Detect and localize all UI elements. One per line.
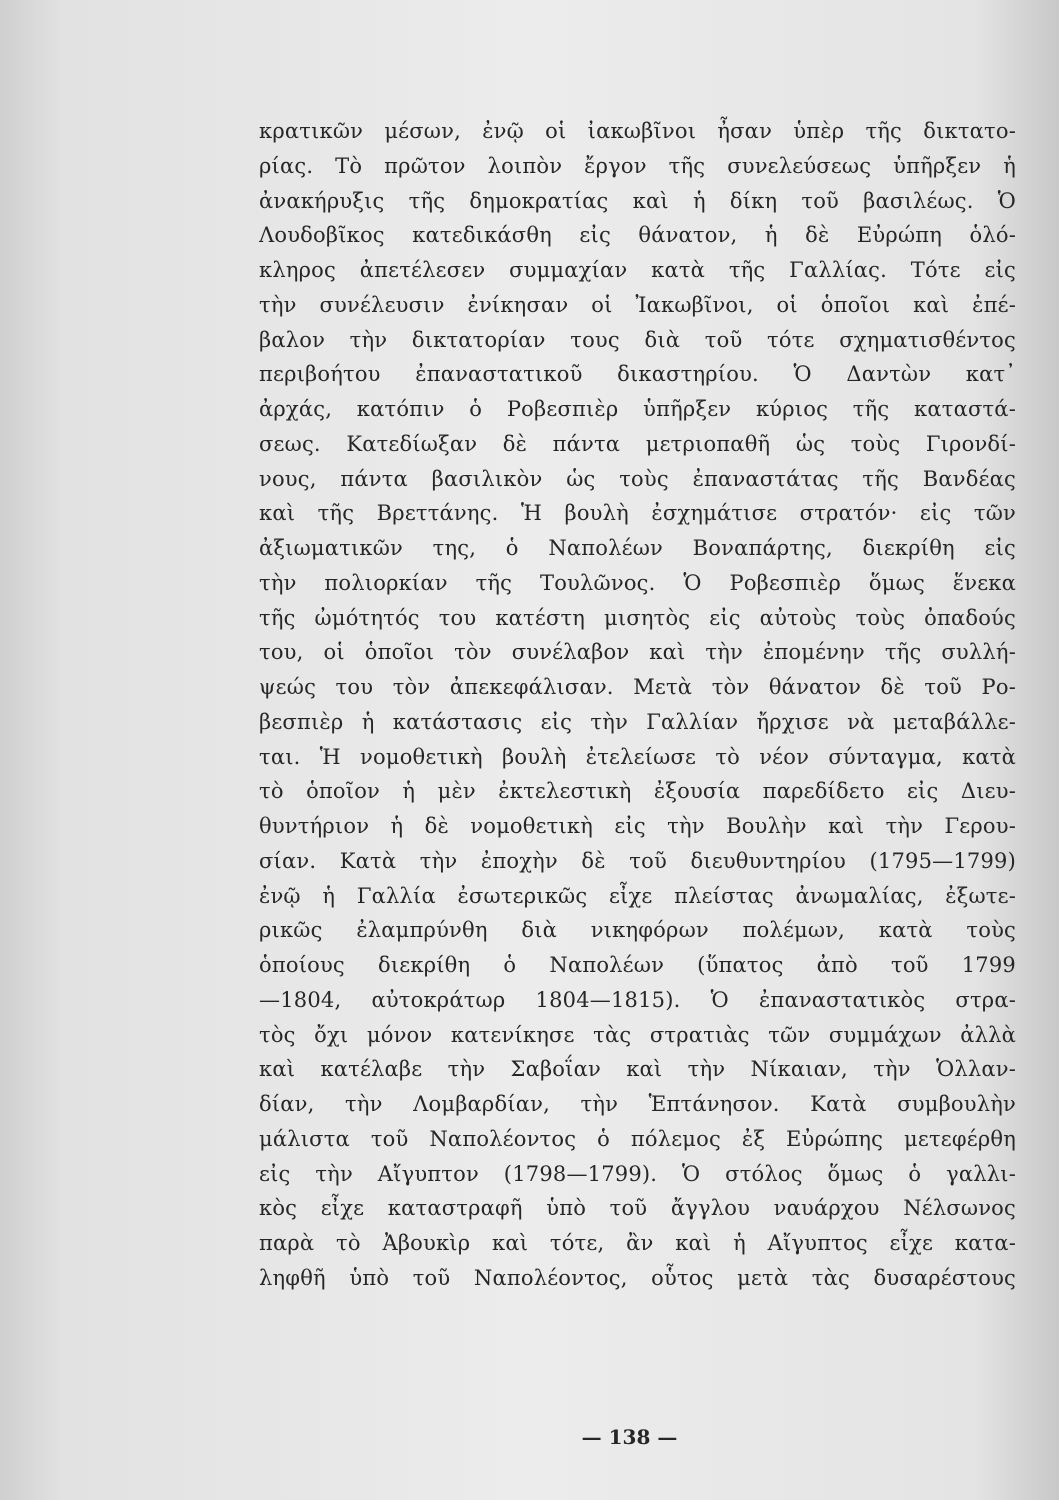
text-line: σίαν. Κατὰ τὴν ἐποχὴν δὲ τοῦ διευθυντηρίου (1795—1799) bbox=[259, 848, 1016, 873]
text-line: ὁποίους διεκρίθη ὁ Ναπολέων (ὕπατος ἀπὸ τοῦ 1799 bbox=[259, 953, 1016, 977]
text-line: εἰς τὴν Αἴγυπτον (1798—1799). Ὁ στόλος ὅμως ὁ γαλλι- bbox=[259, 1161, 1016, 1186]
text-line: μάλιστα τοῦ Ναπολέοντος ὁ πόλεμος ἐξ Εὐρώπης μετεφέρθη bbox=[259, 1126, 1016, 1151]
text-line: ψεώς του τὸν ἀπεκεφάλισαν. Μετὰ τὸν θάνατον δὲ τοῦ Ρο- bbox=[259, 675, 1016, 699]
text-line: ρικῶς ἐλαμπρύνθη διὰ νικηφόρων πολέμων, κατὰ τοὺς bbox=[259, 918, 1016, 943]
text-line: τῆς ὠμότητός του κατέστη μισητὸς εἰς αὐτοὺς τοὺς ὀπαδούς bbox=[259, 605, 1016, 630]
text-line: καὶ τῆς Βρεττάνης. Ἡ βουλὴ ἐσχημάτισε στρατόν· εἰς τῶν bbox=[259, 501, 1016, 526]
text-line: καὶ κατέλαβε τὴν Σαβοΐαν καὶ τὴν Νίκαιαν, τὴν Ὁλλαν- bbox=[259, 1057, 1016, 1082]
text-line: ἀξιωματικῶν της, ὁ Ναπολέων Βοναπάρτης, διεκρίθη εἰς bbox=[259, 536, 1016, 560]
text-line: του, οἱ ὁποῖοι τὸν συνέλαβον καὶ τὴν ἐπομένην τῆς συλλή- bbox=[259, 640, 1016, 665]
text-line: ται. Ἡ νομοθετικὴ βουλὴ ἐτελείωσε τὸ νέον σύνταγμα, κατὰ bbox=[259, 744, 1016, 769]
text-line: βεσπιὲρ ἡ κατάστασις εἰς τὴν Γαλλίαν ἤρχισε νὰ μεταβάλλε- bbox=[259, 709, 1016, 734]
text-line: θυντήριον ἡ δὲ νομοθετικὴ εἰς τὴν Βουλὴν καὶ τὴν Γερου- bbox=[259, 814, 1016, 838]
body-text bbox=[259, 114, 1016, 1296]
text-line: περιβοήτου ἐπαναστατικοῦ δικαστηρίου. Ὁ Δαντὼν κατ᾿ bbox=[259, 362, 1016, 387]
text-line: δίαν, τὴν Λομβαρδίαν, τὴν Ἑπτάνησον. Κατὰ συμβουλὴν bbox=[259, 1092, 1016, 1116]
text-line: ληφθῆ ὑπὸ τοῦ Ναπολέοντος, οὗτος μετὰ τὰς δυσαρέστους bbox=[259, 1265, 1016, 1290]
text-line: βαλον τὴν δικτατορίαν τους διὰ τοῦ τότε σχηματισθέντος bbox=[259, 327, 1016, 352]
text-line: νους, πάντα βασιλικὸν ὡς τοὺς ἐπαναστάτας τῆς Βανδέας bbox=[259, 466, 1016, 491]
text-line: τὴν πολιορκίαν τῆς Τουλῶνος. Ὁ Ροβεσπιὲρ ὅμως ἕνεκα bbox=[259, 570, 1016, 595]
text-line: ἐνῷ ἡ Γαλλία ἐσωτερικῶς εἶχε πλείστας ἀνωμαλίας, ἐξωτε- bbox=[259, 883, 1016, 908]
text-line: ἀρχάς, κατόπιν ὁ Ροβεσπιὲρ ὑπῆρξεν κύριος τῆς καταστά- bbox=[259, 397, 1016, 421]
text-line: ρίας. Τὸ πρῶτον λοιπὸν ἔργον τῆς συνελεύσεως ὑπῆρξεν ἡ bbox=[259, 153, 1016, 178]
text-line: κληρος ἀπετέλεσεν συμμαχίαν κατὰ τῆς Γαλλίας. Τότε εἰς bbox=[259, 258, 1016, 282]
text-line: ἀνακήρυξις τῆς δημοκρατίας καὶ ἡ δίκη τοῦ βασιλέως. Ὁ bbox=[259, 188, 1016, 213]
text-line: —1804, αὐτοκράτωρ 1804—1815). Ὁ ἐπαναστατικὸς στρα- bbox=[259, 987, 1016, 1012]
text-line: Λουδοβῖκος κατεδικάσθη εἰς θάνατον, ἡ δὲ Εὐρώπη ὁλό- bbox=[259, 223, 1016, 248]
text-line: κρατικῶν μέσων, ἐνῷ οἱ ἰακωβῖνοι ἦσαν ὑπὲρ τῆς δικτατο- bbox=[259, 119, 1016, 143]
text-line: τὴν συνέλευσιν ἐνίκησαν οἱ Ἰακωβῖνοι, οἱ ὁποῖοι καὶ ἐπέ- bbox=[259, 292, 1016, 317]
text-line: κὸς εἶχε καταστραφῆ ὑπὸ τοῦ ἄγγλου ναυάρχου Νέλσωνος bbox=[259, 1196, 1016, 1221]
text-line: τὸ ὁποῖον ἡ μὲν ἐκτελεστικὴ ἐξουσία παρεδίδετο εἰς Διευ- bbox=[259, 779, 1016, 804]
text-line: τὸς ὄχι μόνον κατενίκησε τὰς στρατιὰς τῶν συμμάχων ἀλλὰ bbox=[259, 1022, 1016, 1047]
text-line: παρὰ τὸ Ἀβουκὶρ καὶ τότε, ἂν καὶ ἡ Αἴγυπτος εἶχε κατα- bbox=[259, 1231, 1016, 1255]
text-line: σεως. Κατεδίωξαν δὲ πάντα μετριοπαθῆ ὡς τοὺς Γιρονδί- bbox=[259, 431, 1016, 456]
page-number: — 138 — bbox=[581, 1425, 678, 1449]
